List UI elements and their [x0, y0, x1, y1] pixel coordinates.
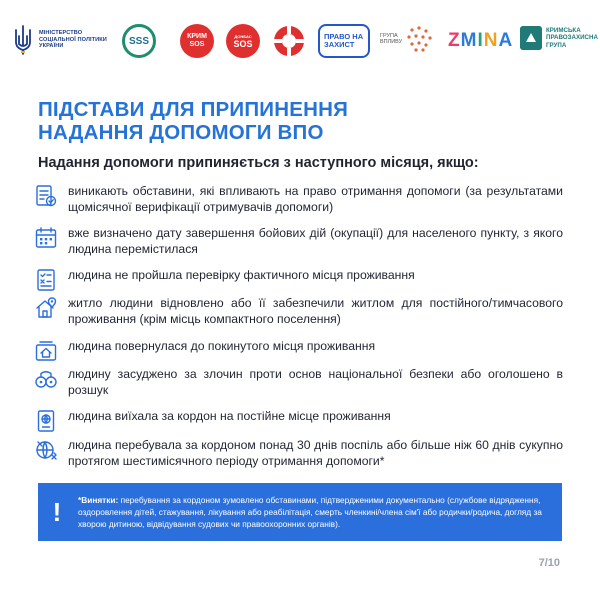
notice-label: *Винятки: [78, 495, 119, 505]
list-item-text: людину засуджено за злочин проти основ національної безпеки або оголошено в розшук [68, 367, 563, 397]
lifebuoy-logo [272, 24, 306, 58]
trident-icon [12, 24, 34, 56]
grupa-line-2: ВПЛИВУ [380, 39, 403, 45]
title-line-2: НАДАННЯ ДОПОМОГИ ВПО [38, 121, 324, 144]
list-item [34, 338, 574, 363]
pravo-line-1: ПРАВО НА [324, 32, 364, 41]
list-item [34, 366, 574, 398]
house-location-icon [34, 296, 58, 320]
list-item [34, 408, 574, 433]
passport-icon [34, 409, 58, 433]
donbas-sos-line-2: SOS [233, 38, 253, 49]
crimean-human-rights-group-logo [520, 26, 598, 50]
handcuffs-icon [34, 367, 58, 391]
calendar-icon [34, 226, 58, 250]
list-item [34, 183, 574, 215]
document-check-icon [34, 184, 58, 208]
zmina-letter-i: I [477, 30, 484, 51]
notice-text [78, 494, 548, 530]
kpg-line-3: ГРУПА [546, 41, 567, 49]
zmina-letter-a: A [498, 30, 514, 51]
list-item-text: виникають обставини, які впливають на право отримання допомоги (за результатами щомісячної верифікації отримувачів допомоги) [68, 184, 563, 214]
krym-sos-logo [180, 24, 214, 58]
zmina-letter-m: M [460, 30, 478, 51]
page-title [38, 98, 538, 144]
sss-text: SSS [128, 35, 149, 47]
donbas-sos-line-1: ДОНБАС [234, 33, 252, 39]
zmina-logo [448, 30, 513, 52]
pravo-na-zakhyst-logo [318, 24, 370, 58]
dots-network-icon [404, 24, 434, 54]
notice-body: перебування за кордоном зумовлено обставинами, підтвердженими документально (службове відрядження, оздоровлення дітей, стажування, лікування або реабілітація, смерть членкині/члена сім'ї або родички/родича, догляд за хворою дитиною, відвідування судових чи правоохоронних органів). [78, 495, 542, 529]
partner-logos [12, 22, 598, 62]
list-item-text: людина перебувала за кордоном понад 30 днів поспіль або більше ніж 60 днів сукупно протягом шестимісячного періоду отримання допомоги* [68, 438, 563, 468]
home-return-icon [34, 339, 58, 363]
zmina-letter-z: Z [448, 30, 461, 51]
ministry-line-2: СОЦІАЛЬНОЇ ПОЛІТИКИ [39, 36, 107, 43]
exceptions-notice [38, 483, 562, 541]
checklist-form-icon [34, 268, 58, 292]
list-item [34, 225, 574, 257]
ministry-logo [12, 24, 107, 56]
grupa-line-1: ГРУПА [380, 32, 398, 39]
krym-sos-line-2: SOS [189, 41, 205, 48]
grupa-vplyvu-logo [380, 24, 434, 54]
kpg-line-2: ПРАВОЗАХИСНА [546, 34, 598, 42]
list-item-text: житло людини відновлено або її забезпечили житлом для постійного/тимчасового проживання (крім місць компактного поселення) [68, 296, 563, 326]
globe-travel-icon [34, 438, 58, 462]
list-item-text: людина виїхала за кордон на постійне місце проживання [68, 409, 391, 423]
list-item-text: людина не пройшла перевірку фактичного місця проживання [68, 268, 415, 282]
subtitle: Надання допомоги припиняється з наступного місяця, якщо: [38, 155, 479, 171]
list-item-text: вже визначено дату завершення бойових дій (окупації) для населеного пункту, з якого людина перемістилася [68, 226, 563, 256]
sss-logo [122, 24, 156, 58]
list-item [34, 267, 574, 292]
title-line-1: ПІДСТАВИ ДЛЯ ПРИПИНЕННЯ [38, 98, 349, 121]
list-item [34, 437, 574, 469]
kpg-icon [520, 26, 542, 50]
list-item-text: людина повернулася до покинутого місця проживання [68, 339, 376, 353]
ministry-line-3: УКРАЇНИ [39, 43, 64, 50]
kpg-line-1: КРИМСЬКА [546, 26, 581, 34]
lifebuoy-icon [272, 24, 306, 58]
page-number: 7/10 [538, 557, 560, 569]
pravo-line-2: ЗАХИСТ [324, 40, 355, 49]
krym-sos-line-1: КРИМ [187, 33, 207, 40]
donbas-sos-logo [226, 24, 260, 58]
list-item [34, 295, 574, 327]
zmina-letter-n: N [483, 30, 499, 51]
exclamation-icon: ! [52, 496, 62, 527]
ministry-line-1: МІНІСТЕРСТВО [39, 30, 83, 37]
